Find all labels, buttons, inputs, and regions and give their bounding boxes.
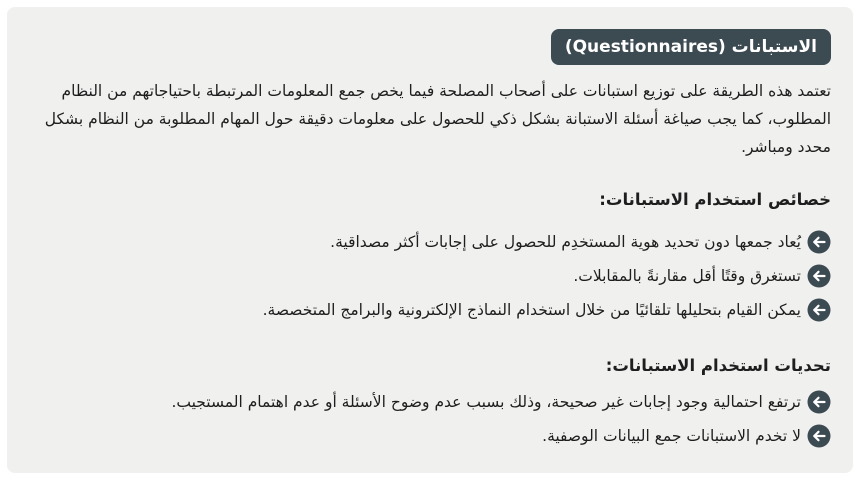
content-card (7, 7, 853, 473)
challenges-heading: تحديات استخدام الاستبانات: (605, 356, 831, 375)
list-item (31, 385, 831, 419)
arrow-left-circle-icon (807, 264, 831, 288)
list-item (31, 293, 831, 327)
list-item (31, 419, 831, 453)
features-list (31, 225, 831, 327)
arrow-left-circle-icon (807, 298, 831, 322)
list-item-text: ترتفع احتمالية وجود إجابات غير صحيحة، وذلك بسبب عدم وضوح الأسئلة أو عدم اهتمام المستجيب. (171, 393, 801, 411)
challenges-list (31, 385, 831, 453)
features-heading: خصائص استخدام الاستبانات: (599, 190, 831, 209)
arrow-left-circle-icon (807, 424, 831, 448)
arrow-left-circle-icon (807, 390, 831, 414)
intro-paragraph: تعتمد هذه الطريقة على توزيع استبانات على أصحاب المصلحة فيما يخص جمع المعلومات المرتبطة باحتياجاتهم من النظام المطلوب، كما يجب صياغة أسئلة الاستبانة بشكل ذكي للحصول على معلومات دقيقة حول المهام المطلوبة من النظام بشكل محدد ومباشر. (44, 82, 831, 156)
list-item-text: تستغرق وقتًا أقل مقارنةً بالمقابلات. (573, 267, 801, 285)
section-title-badge: الاستبانات (Questionnaires) (551, 29, 831, 65)
list-item (31, 259, 831, 293)
list-item-text: يُعاد جمعها دون تحديد هوية المستخدِم للحصول على إجابات أكثر مصداقية. (330, 233, 801, 251)
list-item-text: يمكن القيام بتحليلها تلقائيًا من خلال استخدام النماذج الإلكترونية والبرامج المتخصصة. (262, 301, 801, 319)
list-item-text: لا تخدم الاستبانات جمع البيانات الوصفية. (542, 427, 801, 445)
arrow-left-circle-icon (807, 230, 831, 254)
list-item (31, 225, 831, 259)
